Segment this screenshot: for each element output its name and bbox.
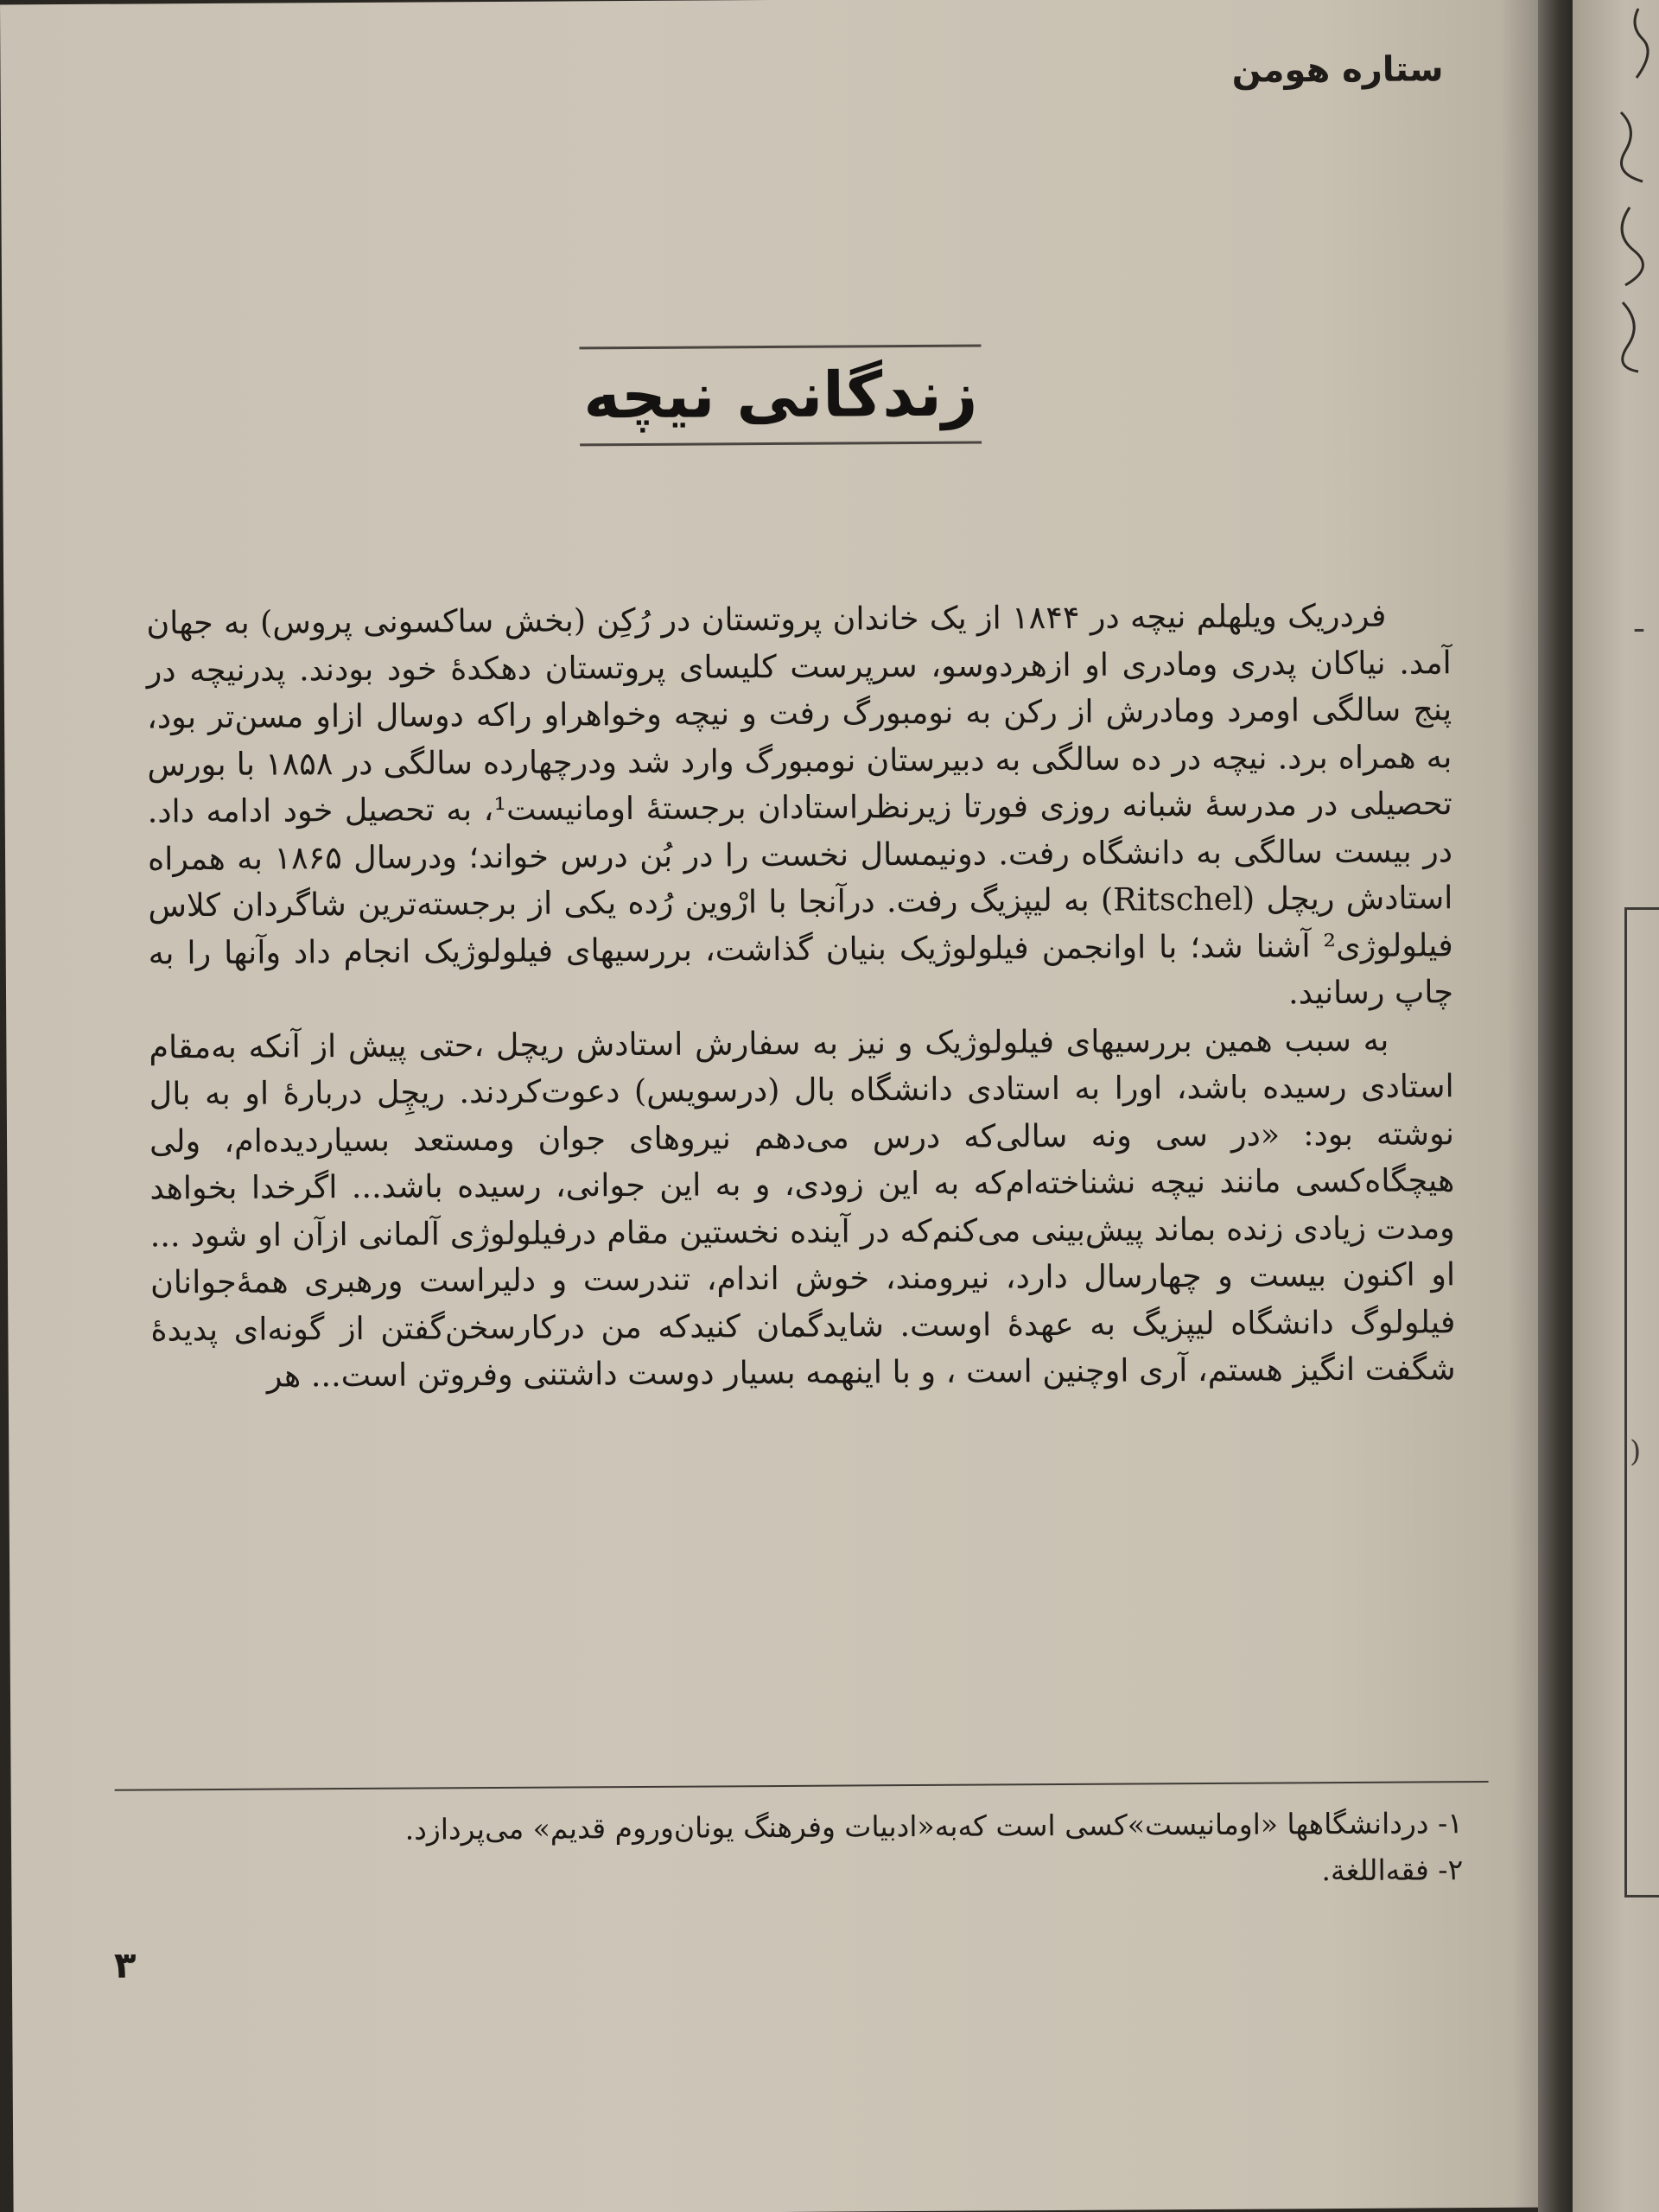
handwriting-scribble-icon xyxy=(1604,0,1659,380)
margin-paren-icon: ) xyxy=(1630,1434,1642,1469)
title-rule-bottom xyxy=(580,442,982,447)
margin-mark-icon: ـ xyxy=(1635,605,1643,639)
footnotes xyxy=(115,1800,1464,1902)
book-gutter xyxy=(1538,0,1573,2212)
chapter-title: زندگانی نیچه xyxy=(583,357,978,433)
footnote-2: ۲- فقه‌اللغة. xyxy=(1321,1853,1464,1888)
footnote-1: ۱- دردانشگاهها «اومانیست»کسی است که‌به«ادبیات وفرهنگ یونان‌وروم قدیم» می‌پردازد. xyxy=(404,1806,1464,1847)
paragraph-2: به سبب همین بررسیهای فیلولوژیک و نیز به سفارش استادش ریچل ،حتی پیش از آنکه به‌مقام استادی رسیده باشد، اورا به استادی دانشگاه بال (درسویس) دعوت‌کردند. ریچِل دربارهٔ او به بال نوشته بود: «در سی ونه سالی‌که درس می‌دهم نیروهای جوان ومستعد بسیاردیده‌ام، ولی هیچگاه‌کسی مانند نیچه نشناخته‌ام‌که به این زودی، و به این جوانی، رسیده باشد... اگرخدا بخواهد ومدت زیادی زنده بماند پیش‌بینی می‌کنم‌که در آینده نخستین مقام درفیلولوژی آلمانی ازآن او شود ... او اکنون بیست و چهارسال دارد، نیرومند، خوش اندام، تندرست و دلیراست ورهبری همهٔ‌جوانان فیلولوگ دانشگاه لیپزیگ به عهدهٔ اوست. شاید‌گمان کنیدکه من درکارسخن‌گفتن از گونه‌ای پدیدهٔ شگفت انگیز هستم، آری اوچنین است ، و با اینهمه بسیار دوست داشتنی وفروتن است... هر xyxy=(149,1020,1456,1395)
footnote-divider xyxy=(115,1781,1489,1791)
running-head: ستاره هومن xyxy=(1231,49,1444,91)
paragraph-1: فردریک ویلهلم نیچه در ۱۸۴۴ از یک خاندان پروتستان در رُکِن (بخش ساکسونی پروس) به جهان آمد. نیاکان پدری ومادری او ازهردوسو، سرپرست کلیسای پروتستان دهکدهٔ خود بودند. پدرنیچه در پنج سالگی اومرد ومادرش از رکن به نومبورگ رفت و نیچه وخواهراو راکه دوسال ازاو مسن‌تر بود، به همراه برد. نیچه در ده سالگی به دبیرستان نومبورگ وارد شد ودرچهارده سالگی در ۱۸۵۸ با بورس تحصیلی در مدرسهٔ شبانه روزی فورتا زیرنظراستادان برجستهٔ اومانیست¹، به تحصیل خود ادامه داد. در بیست سالگی به دانشگاه رفت. دونیمسال نخست را در بُن درس خواند؛ ودرسال ۱۸۶۵ به همراه استادش ریچل (Ritschel) به لیپزیگ رفت. درآنجا با ارْوین رُده یکی از برجسته‌ترین شاگردان کلاس فیلولوژی² آشنا شد؛ با اوانجمن فیلولوژیک بنیان گذاشت، بررسیهای فیلولوژیک انجام داد وآنها را به چاپ رسانید. xyxy=(146,596,1454,1012)
body-text xyxy=(146,592,1456,1401)
page-number: ۳ xyxy=(113,1943,137,1986)
adjacent-page-edge xyxy=(1573,0,1659,2212)
adjacent-page-box xyxy=(1624,907,1659,1897)
